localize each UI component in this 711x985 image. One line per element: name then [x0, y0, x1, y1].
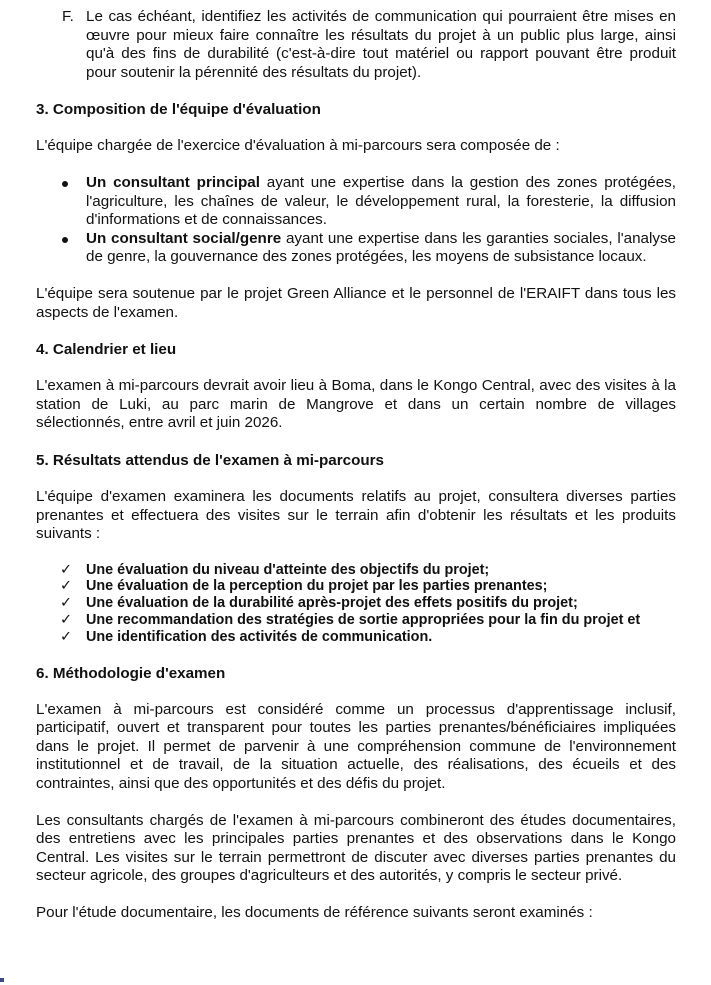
result-text: Une évaluation de la durabilité après-projet des effets positifs du projet;	[86, 595, 578, 612]
list-item	[60, 595, 676, 612]
member-description: ayant une expertise dans la gestion des zones protégées, l'agriculture, les chaînes de valeur, le développement rural, la foresterie, la diffusion d'informations et de connaissances.	[86, 173, 676, 229]
scan-edge-mark	[0, 978, 4, 982]
list-item	[60, 629, 676, 646]
list-item	[62, 174, 676, 230]
section-6-paragraph-2: Les consultants chargés de l'examen à mi-parcours combineront des études documentaires, des entretiens avec les principales parties prenantes et des observations dans le Kongo Central. Les visites sur le terrain permettront de discuter avec diverses parties prenantes du secteur agricole, des groupes d'agriculteurs et des autorités, y compris le secteur privé.	[36, 811, 676, 885]
checkmark-icon: ✓	[60, 595, 73, 612]
result-text: Une évaluation du niveau d'atteinte des objectifs du projet;	[86, 561, 490, 578]
checkmark-icon: ✓	[60, 612, 73, 629]
section-4-text: L'examen à mi-parcours devrait avoir lieu à Boma, dans le Kongo Central, avec des visites à la station de Luki, au parc marin de Mangrove et dans un certain nombre de villages sélectionnés, entre avril et juin 2026.	[36, 377, 676, 432]
section-5-heading: 5. Résultats attendus de l'examen à mi-parcours	[36, 451, 384, 469]
list-item-f	[62, 8, 676, 82]
section-6-paragraph-1: L'examen à mi-parcours est considéré comme un processus d'apprentissage inclusif, participatif, ouvert et transparent pour toutes les parties prenantes/bénéficiaires impliquées dans le projet. Il permet de parvenir à une compréhension commune de l'environnement institutionnel et de travail, de la situation actuelle, des réalisations, des écueils et des contraintes, ainsi que des opportunités et des défis du projet.	[36, 700, 676, 793]
list-item-text: Le cas échéant, identifiez les activités de communication qui pourraient être mises en œuvre pour mieux faire connaître les résultats du projet à un public plus large, ainsi qu'à des fins de durabilité (c'est-à-dire tout matériel ou rapport pouvant être produit pour soutenir la pérennité des résultats du projet).	[86, 8, 676, 81]
list-item	[60, 612, 676, 629]
section-6-paragraph-3: Pour l'étude documentaire, les documents de référence suivants seront examinés :	[36, 904, 593, 922]
checkmark-icon: ✓	[60, 578, 73, 595]
document-page	[36, 6, 676, 923]
section-3-intro: L'équipe chargée de l'exercice d'évaluation à mi-parcours sera composée de :	[36, 137, 560, 155]
member-role: Un consultant social/genre	[86, 229, 282, 247]
section-3-heading: 3. Composition de l'équipe d'évaluation	[36, 101, 321, 119]
team-member-list	[36, 174, 676, 267]
result-text: Une identification des activités de communication.	[86, 628, 433, 645]
checkmark-icon: ✓	[60, 628, 73, 645]
list-item	[62, 230, 676, 267]
member-role: Un consultant principal	[86, 173, 260, 191]
bullet-icon	[62, 181, 68, 187]
member-description: ayant une expertise dans les garanties sociales, l'analyse de genre, la gouvernance des zones protégées, les moyens de subsistance locaux.	[86, 229, 676, 266]
section-6-heading: 6. Méthodologie d'examen	[36, 664, 226, 682]
checkmark-icon: ✓	[60, 561, 73, 578]
section-3-support: L'équipe sera soutenue par le projet Green Alliance et le personnel de l'ERAIFT dans tous les aspects de l'examen.	[36, 284, 676, 321]
section-5-intro: L'équipe d'examen examinera les documents relatifs au projet, consultera diverses parties prenantes et effectuera des visites sur le terrain afin d'obtenir les résultats et les produits suivants :	[36, 487, 676, 543]
expected-results-list	[36, 562, 676, 646]
bullet-icon	[62, 237, 68, 243]
result-text: Une recommandation des stratégies de sortie appropriées pour la fin du projet et	[86, 612, 641, 629]
list-item	[60, 562, 676, 579]
list-letter: F.	[62, 8, 74, 25]
result-text: Une évaluation de la perception du projet par les parties prenantes;	[86, 578, 548, 595]
list-item	[60, 578, 676, 595]
section-4-heading: 4. Calendrier et lieu	[36, 341, 177, 359]
